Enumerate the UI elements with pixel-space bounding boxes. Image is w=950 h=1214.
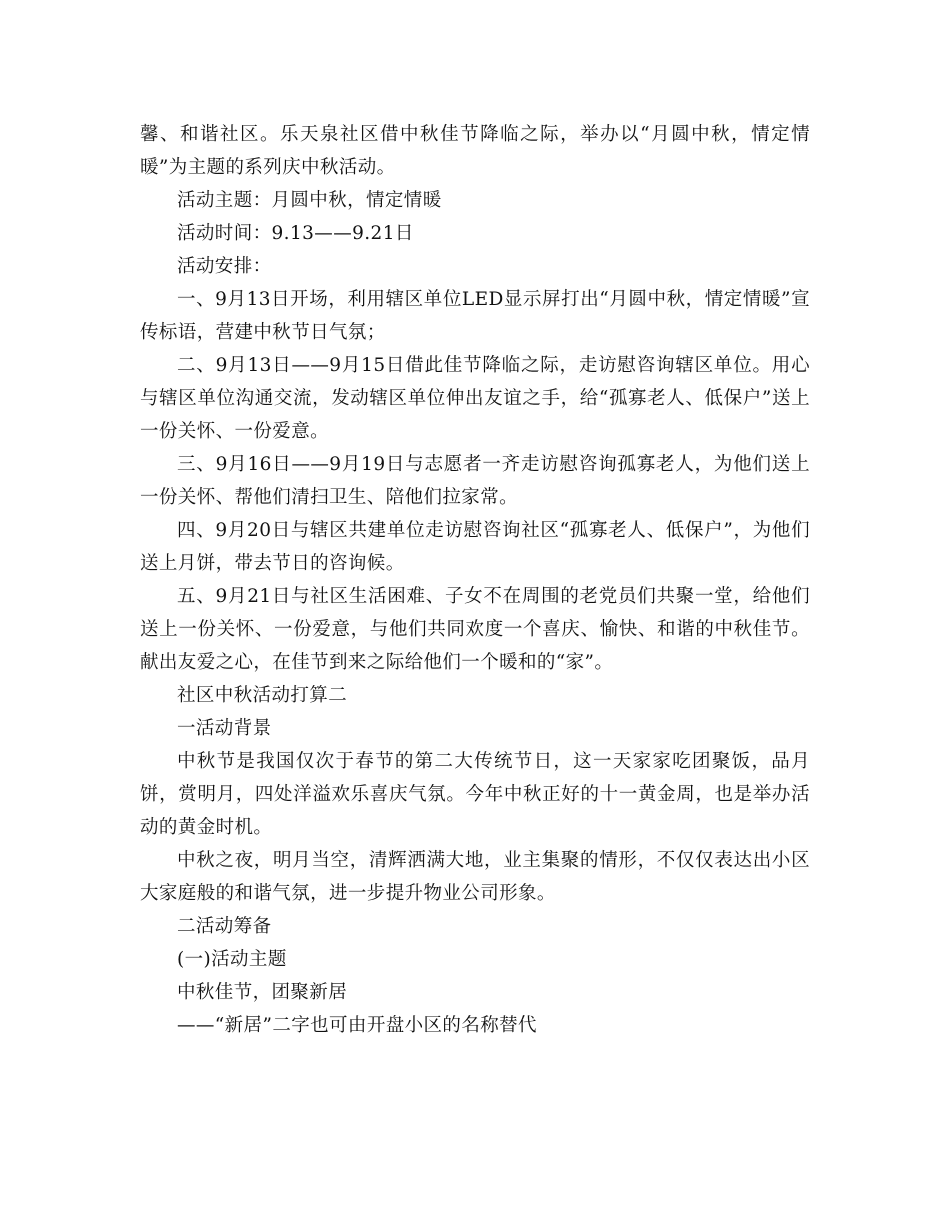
paragraph-theme: 中秋佳节，团聚新居	[177, 982, 348, 1003]
subsection-heading-theme: (一)活动主题	[177, 949, 287, 970]
section-heading-preparation: 二活动筹备	[177, 916, 272, 937]
document-body	[140, 118, 810, 1042]
section-heading-background: 一活动背景	[177, 718, 272, 739]
paragraph-activity-time: 活动时间：9.13——9.21日	[177, 223, 414, 244]
paragraph-theme-note: ——“新居”二字也可由开盘小区的名称替代	[177, 1015, 537, 1036]
paragraph-activity-theme: 活动主题：月圆中秋，情定情暖	[177, 190, 442, 211]
paragraph: 馨、和谐社区。乐天泉社区借中秋佳节降临之际，举办以“月圆中秋，情定情暖”为主题的系列庆中秋活动。	[140, 124, 810, 178]
paragraph-item-4: 四、9月20日与辖区共建单位走访慰咨询社区“孤寡老人、低保户”，为他们送上月饼，带去节日的咨询候。	[140, 520, 810, 574]
section-heading-plan-two: 社区中秋活动打算二	[177, 685, 348, 706]
paragraph-item-1: 一、9月13日开场，利用辖区单位LED显示屏打出“月圆中秋，情定情暖”宣传标语，营建中秋节日气氛；	[140, 289, 810, 343]
paragraph-background-1: 中秋节是我国仅次于春节的第二大传统节日，这一天家家吃团聚饭，品月饼，赏明月，四处洋溢欢乐喜庆气氛。今年中秋正好的十一黄金周，也是举办活动的黄金时机。	[140, 751, 810, 838]
paragraph-item-5: 五、9月21日与社区生活困难、子女不在周围的老党员们共聚一堂，给他们送上一份关怀、一份爱意，与他们共同欢度一个喜庆、愉快、和谐的中秋佳节。献出友爱之心，在佳节到来之际给他们一个暖和的“家”。	[140, 586, 810, 673]
paragraph-background-2: 中秋之夜，明月当空，清辉洒满大地，业主集聚的情形，不仅仅表达出小区大家庭般的和谐气氛，进一步提升物业公司形象。	[140, 850, 810, 904]
paragraph-activity-arrangement: 活动安排：	[177, 256, 272, 277]
paragraph-item-2: 二、9月13日——9月15日借此佳节降临之际，走访慰咨询辖区单位。用心与辖区单位沟通交流，发动辖区单位伸出友谊之手，给“孤寡老人、低保户”送上一份关怀、一份爱意。	[140, 355, 810, 442]
paragraph-item-3: 三、9月16日——9月19日与志愿者一齐走访慰咨询孤寡老人，为他们送上一份关怀、帮他们清扫卫生、陪他们拉家常。	[140, 454, 810, 508]
